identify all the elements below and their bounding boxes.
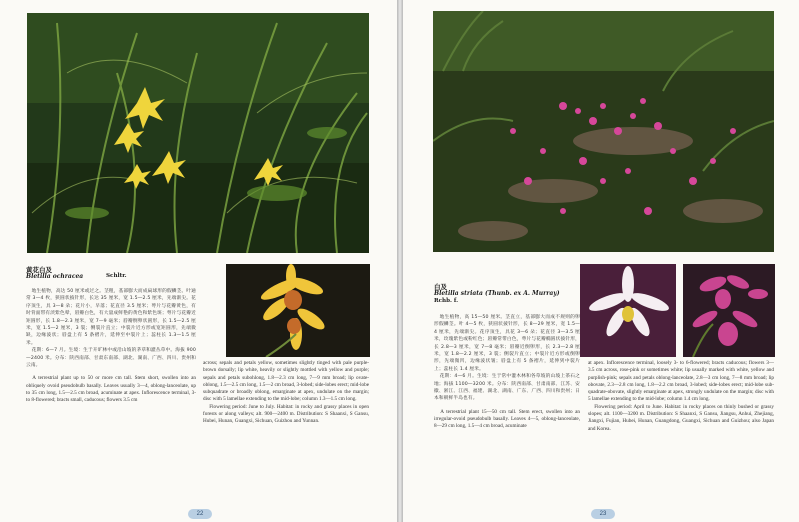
species-latin-name: Bletilla ochracea: [26, 273, 84, 280]
flowering-english: Flowering period: April to June. Habitat: in rocky places on thinly bushed or grassy slopes; alt. 1100—3200 m. Distribution: S Shaanxi, S Gansu, Jiangsu, Anhui, Zhejiang, Jiangxi, Fujian, Hubei, Hunan, Guangdong, Guangxi, Sichuan and Guizhou; also Japan and Korea.: [588, 403, 774, 432]
pink-orchid-habitat-image: [433, 11, 774, 252]
species-author: [106, 273, 127, 279]
flower-closeup-yellow-bletilla: [226, 264, 370, 357]
flower-closeup-white-bletilla: [580, 264, 676, 357]
desc-english-part1: A terrestrial plant up to 50 or more cm tall. Stem short, swollen into an obliquely ovoid pseudobulb basally. Leaves usually 3—4, oblong-lanceolate, up to 35 cm long, 1.5—2.5 cm broad, acuminate at apex. Inflorescence terminal, 3- to 8-flowered; bracts small, caducous; flowers 3.5 cm: [26, 375, 196, 404]
pink-orchid-closeup-image: [683, 264, 775, 357]
species-chinese-name: 黄花白及: [26, 266, 52, 274]
desc-english-part2: across; sepals and petals yellow, sometimes slightly tinged with pale purple-brown dorsally; lip white, heavily or slightly mottled with yellow and purple; sepals and petals subohlong, 1.8—2.3 cm long, 7—9 mm broad; lip ovate-oblong, 1.5—2.5 cm long, 1.5—2 cm broad, 3-lobed; side-lobes erect; mid-lobe subquadrate or broadly oblong, emarginate at apex, undulate on the margin; disc with 5 lamellae extending to the mid-lobe; column 1.3—1.5 cm long.: [203, 360, 369, 403]
flowering-chinese: 花期：6—7 月。生境：生于开旷林中或沿山坡的茅草和灌丛草中。海拔 900—2400 米。分布：陕西南部、甘肃东南部、湖北、湖南、广西、四川、贵州和云南。: [26, 348, 196, 369]
white-orchid-closeup-image: [580, 264, 676, 357]
desc-chinese: 地生植物，高 15—50 厘米。茎直立，基部膨大而成不规则的卵形假鳞茎。叶 4—5 枚，狭圆状披针形，长 8—29 厘米，宽 1.5—4 厘米，先端渐尖。花序顶生，具花 3—6 朵；花直径 3—3.5 厘米，玫瑰紫色或粉红色；唇瓣常带白色，萼片与花瓣椭圆状披针形，长 2.8—3 厘米，宽 7—8 毫米；唇瓣近倒卵形，长 2.3—2.8 厘米，宽 1.8—2.2 厘米，3 裂；侧裂片直立；中裂片近方形或倒卵形，先端微凹，边缘波状皱；唇盘上有 5 条褶片，延伸到中裂片上；蕊柱长 1.4 厘米。: [434, 315, 580, 372]
species-chinese-name: 白及: [434, 283, 447, 291]
species-latin-name: Bletilla striata (Thunb. ex A. Murray): [434, 290, 560, 297]
desc-english-part1: A terrestrial plant 15—50 cm tall. Stem erect, swollen into an irregular-ovoid pseudobulb basally. Leaves 4—5, oblong-lanceolate, 8—29 cm long, 1.5—4 cm broad, acuminate: [434, 408, 580, 430]
flowering-english: Flowering period: June to July. Habitat: in rocky and grassy places in open forests or along valleys; alt. 900—2400 m. Distribution: S Shaanxi, S Gansu, Hubei, Hunan, Guangxi, Sichuan, Guizhou and Yunnan.: [203, 403, 369, 425]
right-col-1: [434, 314, 580, 431]
yellow-orchid-habitat-image: [27, 13, 369, 253]
desc-chinese: 地生植物，高达 50 厘米或过之。茎粗，基部膨大而成扁球形的假鳞茎。叶通常 3—4 枚，狭圆状披针形，长达 35 厘米，宽 1.5—2.5 厘米，先端渐尖。花序顶生，具 3—8 朵；花片小，早落；花直径 3.5 厘米；萼片与花瓣黄色，有时背面带有淡紫色晕，唇瓣白色，有大量成鲜艳的黄色和紫色斑；萼片与花瓣近矩圆形，长 1.8—2.3 厘米，宽 7—9 毫米；唇瓣倒卵状圆形，长 1.5—2.5 厘米，宽 1.5—2 厘米，3 裂；侧裂片直立；中裂片近方形或宽矩圆形，先端微缺，边缘波状；唇盘上有 5 条褶片，延伸至中裂片上；蕊柱长 1.3—1.5 厘米。: [26, 289, 196, 346]
page-number-left: 22: [188, 509, 212, 519]
yellow-orchid-closeup-image: [226, 264, 370, 357]
right-page: [403, 0, 799, 522]
species-author: [434, 298, 458, 304]
left-col-1: [26, 288, 196, 405]
species-author-text: Rchb. f.: [434, 298, 459, 304]
page-number-right: 23: [591, 509, 615, 519]
right-col-2: [588, 360, 774, 433]
left-page: [0, 0, 397, 522]
left-col-2: [203, 360, 369, 426]
species-author-text: Schltr.: [106, 273, 127, 279]
desc-english-part2: at apex. Inflorescence terminal, loosely 3- to 6-flowered; bracts caducous; flowers 3—3.5 cm across, rose-pink or sometimes white; lip usually marked with white, yellow and purplish-pink; sepals and petals oblong-lanceolate, 2.8—3 cm long, 7—8 mm broad; lip obovate, 2.3—2.8 cm long, 1.8—2.2 cm broad, 3-lobed; side-lobes erect; mid-lobe sub-quadrate-obovate, slightly emarginate at apex, strongly undulate on the margin; disc with 5 lamellae extending to the mid-lobe; column 1.4 cm long.: [588, 360, 774, 403]
habitat-photo-yellow-bletilla: [27, 13, 369, 253]
habitat-photo-pink-bletilla: [433, 11, 774, 252]
flower-closeup-pink-bletilla: [683, 264, 775, 357]
flowering-chinese: 花期：4—6 月。生境：生于常中灌木林和各草坡的山坡上茶石之地；海拔 1100—3200 米。分布：陕西南部、甘肃南部、江苏、安徽、浙江、江西、福建、湖北、湖南、广东、广西、四川和贵州；日本和朝鲜半岛也有。: [434, 374, 580, 402]
